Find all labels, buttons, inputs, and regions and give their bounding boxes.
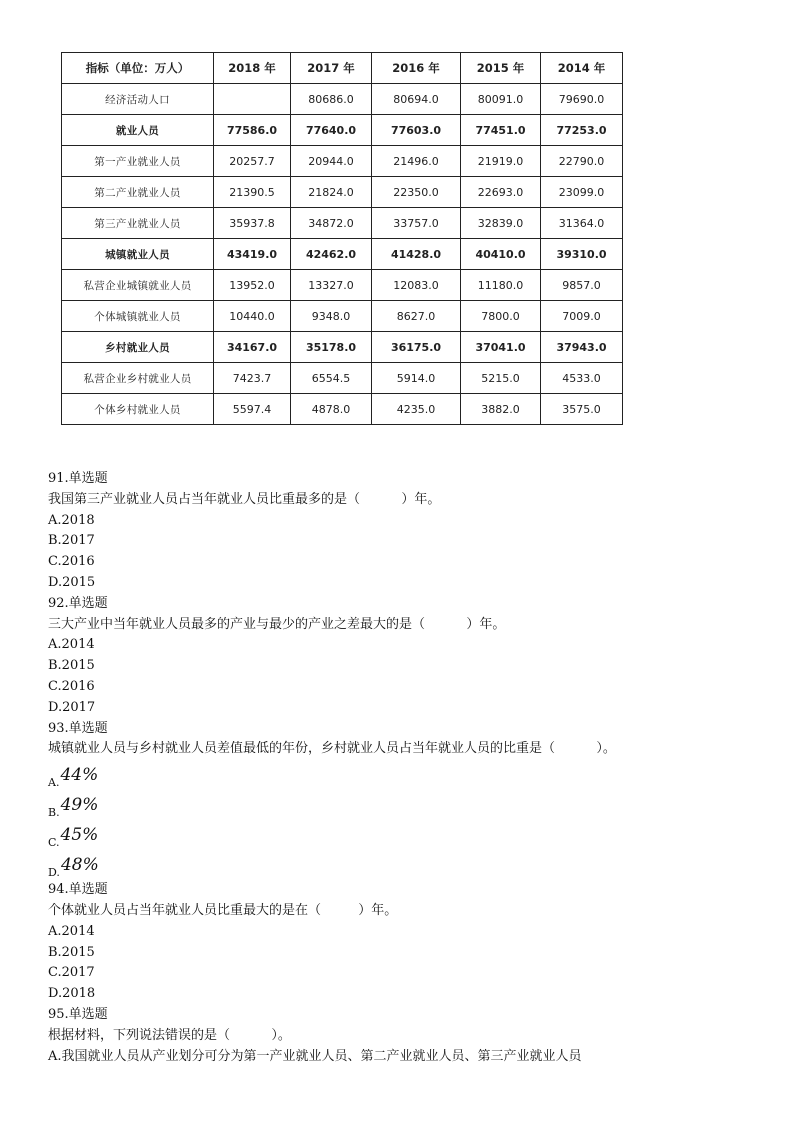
- table-row: [62, 84, 623, 115]
- value-cell: 39310.0: [541, 239, 623, 270]
- option-c[interactable]: [48, 820, 768, 850]
- value-cell: 77640.0: [291, 115, 372, 146]
- table-header-cell: 2016 年: [372, 53, 461, 84]
- value-cell: 13327.0: [291, 270, 372, 301]
- value-cell: 8627.0: [372, 301, 461, 332]
- row-label-cell: 第一产业就业人员: [62, 146, 214, 177]
- value-cell: 22693.0: [461, 177, 541, 208]
- value-cell: 37943.0: [541, 332, 623, 363]
- value-cell: 35178.0: [291, 332, 372, 363]
- value-cell: 5215.0: [461, 363, 541, 394]
- value-cell: 79690.0: [541, 84, 623, 115]
- value-cell: 36175.0: [372, 332, 461, 363]
- table-body: [62, 84, 623, 425]
- value-cell: 37041.0: [461, 332, 541, 363]
- value-cell: 9348.0: [291, 301, 372, 332]
- question-stem: 三大产业中当年就业人员最多的产业与最少的产业之差最大的是（ ）年。: [48, 616, 506, 632]
- employment-table-container: [61, 52, 623, 425]
- value-cell: 80694.0: [372, 84, 461, 115]
- option-percent: 48%: [60, 855, 99, 876]
- value-cell: 6554.5: [291, 363, 372, 394]
- row-label-cell: 第二产业就业人员: [62, 177, 214, 208]
- option-b[interactable]: B.2015: [48, 944, 95, 960]
- value-cell: 20944.0: [291, 146, 372, 177]
- value-cell: 11180.0: [461, 270, 541, 301]
- table-header-cell: 2018 年: [214, 53, 291, 84]
- value-cell: 33757.0: [372, 208, 461, 239]
- row-label-cell: 私营企业乡村就业人员: [62, 363, 214, 394]
- option-b[interactable]: [48, 790, 768, 820]
- table-row: [62, 363, 623, 394]
- option-d[interactable]: D.2018: [48, 986, 96, 1002]
- value-cell: 22790.0: [541, 146, 623, 177]
- value-cell: 5914.0: [372, 363, 461, 394]
- option-b[interactable]: B.2017: [48, 533, 95, 549]
- option-percent: 44%: [60, 765, 99, 786]
- value-cell: 21919.0: [461, 146, 541, 177]
- value-cell: 7800.0: [461, 301, 541, 332]
- table-header-row: [62, 53, 623, 84]
- table-header-cell: 指标（单位：万人）: [62, 53, 214, 84]
- row-label-cell: 私营企业城镇就业人员: [62, 270, 214, 301]
- value-cell: 10440.0: [214, 301, 291, 332]
- option-c[interactable]: C.2016: [48, 678, 95, 694]
- value-cell: 20257.7: [214, 146, 291, 177]
- question-title: 94.单选题: [48, 882, 108, 898]
- option-a[interactable]: A.2018: [48, 512, 95, 528]
- option-letter: A.: [48, 776, 60, 790]
- option-a[interactable]: A.2014: [48, 923, 95, 939]
- value-cell: 21390.5: [214, 177, 291, 208]
- table-header-cell: 2015 年: [461, 53, 541, 84]
- value-cell: 21824.0: [291, 177, 372, 208]
- row-label-cell: 乡村就业人员: [62, 332, 214, 363]
- value-cell: 12083.0: [372, 270, 461, 301]
- option-b[interactable]: B.2015: [48, 658, 95, 674]
- option-d[interactable]: D.2017: [48, 699, 96, 715]
- value-cell: 4533.0: [541, 363, 623, 394]
- table-row: [62, 208, 623, 239]
- table-row: [62, 115, 623, 146]
- question-stem: 个体就业人员占当年就业人员比重最大的是在（ ）年。: [48, 902, 398, 918]
- value-cell: 5597.4: [214, 394, 291, 425]
- question-stem: 根据材料，下列说法错误的是（ ）。: [48, 1027, 291, 1043]
- value-cell: 77451.0: [461, 115, 541, 146]
- option-letter: C.: [48, 836, 60, 850]
- option-c[interactable]: C.2017: [48, 965, 95, 981]
- row-label-cell: 经济活动人口: [62, 84, 214, 115]
- value-cell: [214, 84, 291, 115]
- option-letter: D.: [48, 866, 60, 880]
- table-row: [62, 394, 623, 425]
- value-cell: 77603.0: [372, 115, 461, 146]
- value-cell: 7009.0: [541, 301, 623, 332]
- value-cell: 34167.0: [214, 332, 291, 363]
- value-cell: 35937.8: [214, 208, 291, 239]
- value-cell: 4235.0: [372, 394, 461, 425]
- option-a[interactable]: [48, 760, 768, 790]
- table-row: [62, 239, 623, 270]
- value-cell: 22350.0: [372, 177, 461, 208]
- option-percent: 49%: [60, 795, 99, 816]
- value-cell: 42462.0: [291, 239, 372, 270]
- row-label-cell: 个体乡村就业人员: [62, 394, 214, 425]
- table-row: [62, 270, 623, 301]
- option-c[interactable]: C.2016: [48, 554, 95, 570]
- table-row: [62, 177, 623, 208]
- option-percent: 45%: [60, 825, 99, 846]
- value-cell: 77253.0: [541, 115, 623, 146]
- question-stem: 城镇就业人员与乡村就业人员差值最低的年份，乡村就业人员占当年就业人员的比重是（ ）。: [48, 741, 616, 757]
- option-d[interactable]: D.2015: [48, 574, 96, 590]
- row-label-cell: 城镇就业人员: [62, 239, 214, 270]
- option-letter: B.: [48, 806, 60, 820]
- value-cell: 13952.0: [214, 270, 291, 301]
- question-title: 95.单选题: [48, 1006, 108, 1022]
- value-cell: 80091.0: [461, 84, 541, 115]
- value-cell: 34872.0: [291, 208, 372, 239]
- value-cell: 4878.0: [291, 394, 372, 425]
- table-header-cell: 2014 年: [541, 53, 623, 84]
- question-title: 93.单选题: [48, 720, 108, 736]
- table-row: [62, 146, 623, 177]
- value-cell: 32839.0: [461, 208, 541, 239]
- row-label-cell: 第三产业就业人员: [62, 208, 214, 239]
- value-cell: 77586.0: [214, 115, 291, 146]
- table-row: [62, 332, 623, 363]
- employment-data-table: [61, 52, 623, 425]
- value-cell: 80686.0: [291, 84, 372, 115]
- table-header-cell: 2017 年: [291, 53, 372, 84]
- row-label-cell: 就业人员: [62, 115, 214, 146]
- option-a[interactable]: A.我国就业人员从产业划分可分为第一产业就业人员、第二产业就业人员、第三产业就业人员: [48, 1048, 582, 1064]
- table-row: [62, 301, 623, 332]
- value-cell: 9857.0: [541, 270, 623, 301]
- row-label-cell: 个体城镇就业人员: [62, 301, 214, 332]
- value-cell: 31364.0: [541, 208, 623, 239]
- value-cell: 3575.0: [541, 394, 623, 425]
- value-cell: 23099.0: [541, 177, 623, 208]
- value-cell: 7423.7: [214, 363, 291, 394]
- value-cell: 41428.0: [372, 239, 461, 270]
- question-title: 92.单选题: [48, 595, 108, 611]
- value-cell: 43419.0: [214, 239, 291, 270]
- question-list: [48, 469, 768, 1067]
- value-cell: 3882.0: [461, 394, 541, 425]
- value-cell: 21496.0: [372, 146, 461, 177]
- question-stem: 我国第三产业就业人员占当年就业人员比重最多的是（ ）年。: [48, 491, 441, 507]
- value-cell: 40410.0: [461, 239, 541, 270]
- option-d[interactable]: [48, 850, 768, 880]
- option-a[interactable]: A.2014: [48, 637, 95, 653]
- question-title: 91.单选题: [48, 471, 108, 486]
